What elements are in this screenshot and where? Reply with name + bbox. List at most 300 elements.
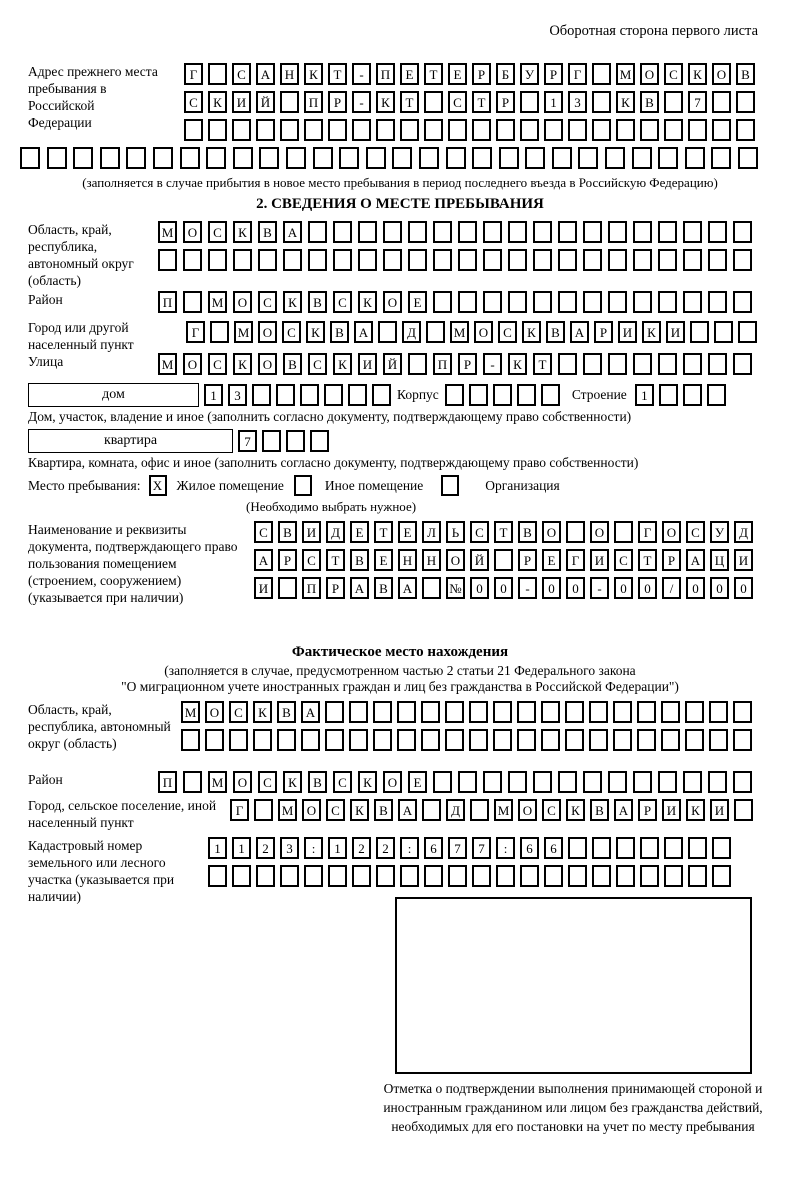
char-cell[interactable]: Г [230, 799, 249, 821]
char-cell[interactable] [458, 291, 477, 313]
char-cell[interactable] [583, 249, 602, 271]
char-cell[interactable] [205, 729, 224, 751]
char-cell[interactable]: Д [402, 321, 421, 343]
char-cell[interactable] [253, 729, 272, 751]
char-cell[interactable]: О [590, 521, 609, 543]
char-cell[interactable]: О [302, 799, 321, 821]
char-cell[interactable] [533, 249, 552, 271]
char-cell[interactable]: Р [594, 321, 613, 343]
char-cell[interactable] [708, 771, 727, 793]
char-cell[interactable] [493, 729, 512, 751]
char-cell[interactable] [640, 865, 659, 887]
char-cell[interactable] [589, 729, 608, 751]
char-cell[interactable] [583, 291, 602, 313]
char-cell[interactable] [373, 729, 392, 751]
char-cell[interactable] [711, 147, 731, 169]
char-cell[interactable]: 7 [472, 837, 491, 859]
char-cell[interactable] [328, 119, 347, 141]
char-cell[interactable]: К [350, 799, 369, 821]
char-cell[interactable] [517, 384, 536, 406]
char-cell[interactable] [533, 771, 552, 793]
char-cell[interactable] [685, 729, 704, 751]
char-cell[interactable] [20, 147, 40, 169]
char-cell[interactable] [397, 701, 416, 723]
char-cell[interactable] [658, 147, 678, 169]
char-cell[interactable] [300, 384, 319, 406]
char-cell[interactable]: Т [374, 521, 393, 543]
char-cell[interactable]: К [358, 291, 377, 313]
char-cell[interactable] [517, 701, 536, 723]
char-cell[interactable]: К [688, 63, 707, 85]
char-cell[interactable] [304, 119, 323, 141]
char-cell[interactable]: В [308, 771, 327, 793]
char-cell[interactable] [421, 701, 440, 723]
char-cell[interactable] [73, 147, 93, 169]
char-cell[interactable] [632, 147, 652, 169]
char-cell[interactable]: Р [458, 353, 477, 375]
char-cell[interactable] [568, 865, 587, 887]
char-cell[interactable] [658, 353, 677, 375]
char-cell[interactable] [277, 729, 296, 751]
char-cell[interactable] [252, 384, 271, 406]
char-cell[interactable] [256, 865, 275, 887]
char-cell[interactable]: Т [328, 63, 347, 85]
char-cell[interactable] [383, 249, 402, 271]
char-cell[interactable] [520, 865, 539, 887]
char-cell[interactable]: И [254, 577, 273, 599]
char-cell[interactable]: О [233, 771, 252, 793]
char-cell[interactable] [608, 771, 627, 793]
char-cell[interactable] [308, 249, 327, 271]
char-cell[interactable]: Е [408, 771, 427, 793]
char-cell[interactable] [256, 119, 275, 141]
char-cell[interactable] [709, 729, 728, 751]
char-cell[interactable] [733, 729, 752, 751]
char-cell[interactable]: : [304, 837, 323, 859]
char-cell[interactable] [658, 771, 677, 793]
char-cell[interactable] [325, 729, 344, 751]
char-cell[interactable]: М [494, 799, 513, 821]
char-cell[interactable] [496, 865, 515, 887]
char-cell[interactable] [533, 291, 552, 313]
char-cell[interactable] [458, 221, 477, 243]
char-cell[interactable] [483, 249, 502, 271]
char-cell[interactable] [183, 291, 202, 313]
char-cell[interactable]: И [232, 91, 251, 113]
char-cell[interactable]: С [208, 353, 227, 375]
char-cell[interactable] [558, 771, 577, 793]
char-cell[interactable]: С [229, 701, 248, 723]
char-cell[interactable] [366, 147, 386, 169]
char-cell[interactable]: К [283, 771, 302, 793]
char-cell[interactable]: Е [400, 63, 419, 85]
char-cell[interactable] [733, 771, 752, 793]
char-cell[interactable] [633, 353, 652, 375]
char-cell[interactable] [614, 521, 633, 543]
char-cell[interactable] [496, 119, 515, 141]
char-cell[interactable]: : [400, 837, 419, 859]
char-cell[interactable] [313, 147, 333, 169]
char-cell[interactable]: Й [470, 549, 489, 571]
char-cell[interactable]: Й [256, 91, 275, 113]
char-cell[interactable]: И [618, 321, 637, 343]
char-cell[interactable]: Ь [446, 521, 465, 543]
char-cell[interactable]: Р [328, 91, 347, 113]
char-cell[interactable] [448, 865, 467, 887]
char-cell[interactable] [183, 771, 202, 793]
char-cell[interactable] [408, 353, 427, 375]
char-cell[interactable]: И [590, 549, 609, 571]
char-cell[interactable]: 0 [566, 577, 585, 599]
char-cell[interactable]: С [470, 521, 489, 543]
char-cell[interactable]: Р [496, 91, 515, 113]
char-cell[interactable]: Б [496, 63, 515, 85]
char-cell[interactable]: В [518, 521, 537, 543]
char-cell[interactable]: 2 [352, 837, 371, 859]
char-cell[interactable]: 0 [494, 577, 513, 599]
char-cell[interactable]: О [383, 771, 402, 793]
char-cell[interactable] [470, 799, 489, 821]
char-cell[interactable] [206, 147, 226, 169]
char-cell[interactable] [541, 729, 560, 751]
char-cell[interactable] [544, 865, 563, 887]
char-cell[interactable]: С [258, 771, 277, 793]
char-cell[interactable]: О [183, 353, 202, 375]
char-cell[interactable]: С [326, 799, 345, 821]
char-cell[interactable]: М [208, 291, 227, 313]
char-cell[interactable] [233, 249, 252, 271]
char-cell[interactable] [445, 384, 464, 406]
char-cell[interactable] [286, 430, 305, 452]
char-cell[interactable] [180, 147, 200, 169]
char-cell[interactable]: А [283, 221, 302, 243]
char-cell[interactable]: Т [638, 549, 657, 571]
char-cell[interactable]: Р [326, 577, 345, 599]
char-cell[interactable] [349, 701, 368, 723]
char-cell[interactable]: Н [422, 549, 441, 571]
char-cell[interactable] [280, 865, 299, 887]
char-cell[interactable] [565, 701, 584, 723]
char-cell[interactable] [685, 147, 705, 169]
char-cell[interactable] [448, 119, 467, 141]
char-cell[interactable] [232, 865, 251, 887]
char-cell[interactable] [616, 837, 635, 859]
char-cell[interactable] [633, 249, 652, 271]
char-cell[interactable] [328, 865, 347, 887]
char-cell[interactable] [254, 799, 273, 821]
char-cell[interactable] [658, 249, 677, 271]
char-cell[interactable]: Р [662, 549, 681, 571]
char-cell[interactable] [683, 221, 702, 243]
char-cell[interactable] [592, 865, 611, 887]
char-cell[interactable] [608, 291, 627, 313]
char-cell[interactable] [508, 221, 527, 243]
char-cell[interactable]: 7 [688, 91, 707, 113]
char-cell[interactable]: О [383, 291, 402, 313]
char-cell[interactable]: 3 [568, 91, 587, 113]
char-cell[interactable] [483, 291, 502, 313]
char-cell[interactable] [637, 701, 656, 723]
char-cell[interactable] [520, 91, 539, 113]
char-cell[interactable] [708, 221, 727, 243]
char-cell[interactable] [592, 63, 611, 85]
char-cell[interactable]: А [301, 701, 320, 723]
char-cell[interactable]: Р [518, 549, 537, 571]
char-cell[interactable] [126, 147, 146, 169]
char-cell[interactable] [592, 837, 611, 859]
char-cell[interactable]: 0 [470, 577, 489, 599]
char-cell[interactable] [184, 119, 203, 141]
char-cell[interactable]: А [398, 577, 417, 599]
char-cell[interactable] [688, 119, 707, 141]
char-cell[interactable]: Т [494, 521, 513, 543]
char-cell[interactable]: И [666, 321, 685, 343]
char-cell[interactable]: 0 [614, 577, 633, 599]
char-cell[interactable] [568, 119, 587, 141]
char-cell[interactable]: 7 [448, 837, 467, 859]
char-cell[interactable]: В [277, 701, 296, 723]
char-cell[interactable]: Е [542, 549, 561, 571]
char-cell[interactable] [433, 249, 452, 271]
char-cell[interactable] [372, 384, 391, 406]
char-cell[interactable] [508, 249, 527, 271]
char-cell[interactable]: С [333, 771, 352, 793]
char-cell[interactable] [301, 729, 320, 751]
char-cell[interactable] [208, 63, 227, 85]
char-cell[interactable] [659, 384, 678, 406]
char-cell[interactable] [605, 147, 625, 169]
char-cell[interactable] [280, 119, 299, 141]
char-cell[interactable]: К [306, 321, 325, 343]
char-cell[interactable]: П [304, 91, 323, 113]
char-cell[interactable]: И [358, 353, 377, 375]
char-cell[interactable] [690, 321, 709, 343]
char-cell[interactable] [400, 119, 419, 141]
char-cell[interactable]: В [590, 799, 609, 821]
char-cell[interactable] [383, 221, 402, 243]
char-cell[interactable] [494, 549, 513, 571]
char-cell[interactable] [533, 221, 552, 243]
char-cell[interactable]: П [302, 577, 321, 599]
char-cell[interactable] [712, 865, 731, 887]
char-cell[interactable]: Е [350, 521, 369, 543]
char-cell[interactable]: А [354, 321, 373, 343]
char-cell[interactable] [153, 147, 173, 169]
char-cell[interactable]: В [283, 353, 302, 375]
char-cell[interactable]: Т [400, 91, 419, 113]
char-cell[interactable] [258, 249, 277, 271]
char-cell[interactable]: В [258, 221, 277, 243]
char-cell[interactable] [637, 729, 656, 751]
char-cell[interactable]: 1 [544, 91, 563, 113]
checkbox-zhiloe[interactable]: X [149, 475, 167, 496]
char-cell[interactable]: С [333, 291, 352, 313]
char-cell[interactable]: С [184, 91, 203, 113]
char-cell[interactable]: Т [533, 353, 552, 375]
char-cell[interactable] [661, 729, 680, 751]
char-cell[interactable] [558, 291, 577, 313]
char-cell[interactable] [433, 771, 452, 793]
char-cell[interactable]: У [520, 63, 539, 85]
char-cell[interactable] [688, 865, 707, 887]
char-cell[interactable]: П [376, 63, 395, 85]
char-cell[interactable] [714, 321, 733, 343]
char-cell[interactable]: И [302, 521, 321, 543]
char-cell[interactable] [472, 119, 491, 141]
char-cell[interactable]: 6 [520, 837, 539, 859]
char-cell[interactable]: : [496, 837, 515, 859]
char-cell[interactable]: А [398, 799, 417, 821]
char-cell[interactable]: О [258, 353, 277, 375]
char-cell[interactable]: - [352, 91, 371, 113]
char-cell[interactable] [499, 147, 519, 169]
char-cell[interactable] [376, 119, 395, 141]
char-cell[interactable]: У [710, 521, 729, 543]
char-cell[interactable] [683, 249, 702, 271]
char-cell[interactable] [708, 249, 727, 271]
char-cell[interactable] [445, 701, 464, 723]
char-cell[interactable] [565, 729, 584, 751]
char-cell[interactable] [640, 119, 659, 141]
char-cell[interactable] [558, 353, 577, 375]
char-cell[interactable] [520, 119, 539, 141]
char-cell[interactable]: 0 [686, 577, 705, 599]
char-cell[interactable]: И [662, 799, 681, 821]
char-cell[interactable]: О [542, 521, 561, 543]
char-cell[interactable]: В [374, 577, 393, 599]
char-cell[interactable]: К [208, 91, 227, 113]
char-cell[interactable]: К [253, 701, 272, 723]
char-cell[interactable] [616, 865, 635, 887]
char-cell[interactable] [685, 701, 704, 723]
char-cell[interactable] [100, 147, 120, 169]
char-cell[interactable] [633, 221, 652, 243]
char-cell[interactable] [736, 91, 755, 113]
char-cell[interactable] [583, 771, 602, 793]
char-cell[interactable] [578, 147, 598, 169]
char-cell[interactable]: Т [326, 549, 345, 571]
char-cell[interactable]: 1 [208, 837, 227, 859]
char-cell[interactable]: 3 [280, 837, 299, 859]
char-cell[interactable]: К [233, 353, 252, 375]
char-cell[interactable] [446, 147, 466, 169]
char-cell[interactable] [608, 353, 627, 375]
char-cell[interactable]: М [278, 799, 297, 821]
char-cell[interactable] [633, 771, 652, 793]
char-cell[interactable]: В [374, 799, 393, 821]
char-cell[interactable]: В [330, 321, 349, 343]
char-cell[interactable] [640, 837, 659, 859]
char-cell[interactable] [583, 221, 602, 243]
char-cell[interactable]: 6 [544, 837, 563, 859]
char-cell[interactable]: О [233, 291, 252, 313]
char-cell[interactable] [733, 291, 752, 313]
char-cell[interactable]: Й [383, 353, 402, 375]
char-cell[interactable]: К [616, 91, 635, 113]
char-cell[interactable]: С [258, 291, 277, 313]
char-cell[interactable] [736, 119, 755, 141]
char-cell[interactable]: С [448, 91, 467, 113]
char-cell[interactable] [613, 701, 632, 723]
char-cell[interactable]: Е [408, 291, 427, 313]
char-cell[interactable]: О [640, 63, 659, 85]
char-cell[interactable] [358, 249, 377, 271]
char-cell[interactable] [483, 221, 502, 243]
char-cell[interactable]: М [616, 63, 635, 85]
char-cell[interactable]: - [483, 353, 502, 375]
char-cell[interactable] [378, 321, 397, 343]
char-cell[interactable] [397, 729, 416, 751]
char-cell[interactable] [408, 249, 427, 271]
char-cell[interactable]: М [181, 701, 200, 723]
char-cell[interactable]: Р [638, 799, 657, 821]
char-cell[interactable]: А [570, 321, 589, 343]
char-cell[interactable] [419, 147, 439, 169]
char-cell[interactable] [738, 147, 758, 169]
char-cell[interactable] [664, 91, 683, 113]
char-cell[interactable] [589, 701, 608, 723]
char-cell[interactable] [517, 729, 536, 751]
char-cell[interactable] [229, 729, 248, 751]
char-cell[interactable] [233, 147, 253, 169]
char-cell[interactable] [493, 701, 512, 723]
char-cell[interactable] [683, 771, 702, 793]
char-cell[interactable]: М [450, 321, 469, 343]
char-cell[interactable]: Г [638, 521, 657, 543]
char-cell[interactable]: 7 [238, 430, 257, 452]
char-cell[interactable] [283, 249, 302, 271]
char-cell[interactable] [324, 384, 343, 406]
char-cell[interactable] [349, 729, 368, 751]
char-cell[interactable] [688, 837, 707, 859]
char-cell[interactable]: Р [472, 63, 491, 85]
char-cell[interactable]: Д [446, 799, 465, 821]
char-cell[interactable]: Р [544, 63, 563, 85]
char-cell[interactable]: О [446, 549, 465, 571]
char-cell[interactable] [558, 221, 577, 243]
char-cell[interactable]: К [566, 799, 585, 821]
char-cell[interactable] [472, 865, 491, 887]
checkbox-organizatsiya[interactable] [441, 475, 459, 496]
char-cell[interactable] [544, 119, 563, 141]
char-cell[interactable] [733, 701, 752, 723]
char-cell[interactable]: С [302, 549, 321, 571]
char-cell[interactable] [566, 521, 585, 543]
char-cell[interactable]: С [614, 549, 633, 571]
char-cell[interactable]: 1 [328, 837, 347, 859]
char-cell[interactable]: Н [398, 549, 417, 571]
char-cell[interactable]: Г [566, 549, 585, 571]
char-cell[interactable] [433, 291, 452, 313]
char-cell[interactable] [664, 119, 683, 141]
char-cell[interactable]: К [233, 221, 252, 243]
char-cell[interactable] [469, 384, 488, 406]
char-cell[interactable]: Г [186, 321, 205, 343]
char-cell[interactable] [352, 865, 371, 887]
char-cell[interactable] [445, 729, 464, 751]
char-cell[interactable]: 0 [710, 577, 729, 599]
char-cell[interactable] [541, 384, 560, 406]
char-cell[interactable]: 0 [734, 577, 753, 599]
char-cell[interactable] [683, 353, 702, 375]
char-cell[interactable]: И [710, 799, 729, 821]
char-cell[interactable] [310, 430, 329, 452]
char-cell[interactable]: К [508, 353, 527, 375]
char-cell[interactable] [712, 837, 731, 859]
char-cell[interactable] [508, 291, 527, 313]
char-cell[interactable]: К [304, 63, 323, 85]
char-cell[interactable]: Е [374, 549, 393, 571]
